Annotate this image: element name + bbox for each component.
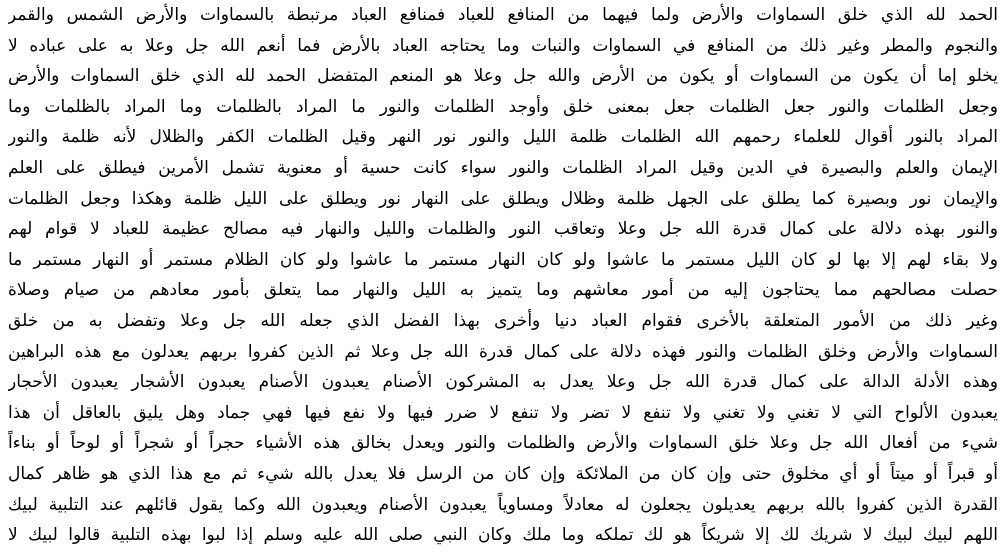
text-line: وجعل الظلمات والنور جعل الظلمات جعل بمعنى خلق وأوجد الظلمات والنور ما المراد بالظلمات وما المراد بالظلمات وما (8, 96, 998, 117)
text-line: والنجوم والمطر وغير ذلك من المنافع في السماوات والنبات وما يحتاجه العباد بالأرض فما أنعم الله جل وعلا به على عباده لا (8, 35, 998, 56)
text-line: وهذه الأدلة الدالة على كمال قدرة الله جل وعلا يعدل به المشركون الأصنام يعبدون الأصنام يعبدون الأشجار يعبدون الأحجار (8, 372, 998, 393)
text-line: المراد بالنور أقوال للعلماء رحمهم الله الظلمات ظلمة الليل والنور نور النهر وقيل الظلمات الكفر والظلال لأنه ظلمة والنور (8, 127, 998, 148)
text-line: القدرة الذين كفروا بالله بربهم يعديلون يجعلون له معادلاً ومساوياً يعبدون الأصنام ويعبدون الله وكما يقول قائلهم عند التلبية لبيك (8, 494, 998, 515)
text-line: وغير ذلك من الأمور المتعلقة بالأخرى فقوام العباد دنيا وأخرى بهذا الفضل الذي جعله الله جل وعلا وتفضل به من خلق (8, 310, 998, 331)
text-line: الحمد لله الذي خلق السماوات والأرض ولما فيهما من المنافع للعباد فمنافع العباد مرتبطة بالسماوات والأرض الشمس والقمر (8, 5, 998, 25)
text-line: والإيمان نور وبصيرة كما يطلق على الجهل ظلمة وظلال ويطلق على النهار نور ويطلق على الليل ظلمة وهكذا وجعل الظلمات (8, 188, 998, 209)
text-line: ولا بقاء لهم إلا بها لو كان الليل مستمر ما عاشوا ولو كان النهار مستمر ما عاشوا ولو كان الظلام مستمر أو النهار مستمر ما (8, 249, 998, 270)
text-line: أو قبراً أو ميتاً أو أي مخلوق حتى وإن كان من الملائكة وإن كان من الرسل فلا يعدل بالله شيء ثم مع هذا الذي هو ظاهر كمال (8, 463, 998, 484)
text-line: اللهم لبيك لبيك لا شريك لك إلا شريكاً هو لك تملكه وما ملك وكان النبي صلى الله عليه وسلم إذا لبوا بهذه التلبية قالوا لبيك لا (8, 525, 998, 546)
text-line: الإيمان والعلم والبصيرة في الدين وقيل المراد الظلمات والنور سواء كانت حسية أو معنوية تشمل الأمرين فيطلق على العلم (8, 157, 998, 178)
text-line: يعبدون الألواح التي لا تغني ولا تغني ولا تنفع لا تضر ولا تنفع لا ضرر فيها ولا نفع فيها فهي جماد وهل يليق بالعاقل أن هذا (8, 402, 998, 423)
text-line: السماوات والأرض وخلق الظلمات والنور فهذه دلالة على كمال قدرة الله جل وعلا ثم الذين كفروا بربهم يعدلون مع هذه البراهين (8, 341, 998, 362)
text-line: شيء من أفعال الله جل وعلا خلق السماوات والأرض والظلمات والنور ويعدل بخالق هذه الأشياء حجراً أو شجراً أو لوحاً أو بناءاً (8, 433, 998, 454)
text-line: حصلت مصالحهم مما يحتاجون إليه من أمور معاشهم وما يتميز به الليل والنهار مما يتعلق بأمور معادهم من صيام وصلاة (8, 280, 998, 301)
text-line: والنور بهذه دلالة على كمال قدرة الله جل وعلا وتعاقب النور والظلمات والليل والنهار فيه مصالح عظيمة للعباد لا قوام لهم (8, 219, 998, 240)
text-line: يخلو إما أن يكون من السماوات أو يكون من الأرض والله جل وعلا هو المنعم المتفضل الحمد لله الذي خلق السماوات والأرض (8, 66, 998, 87)
